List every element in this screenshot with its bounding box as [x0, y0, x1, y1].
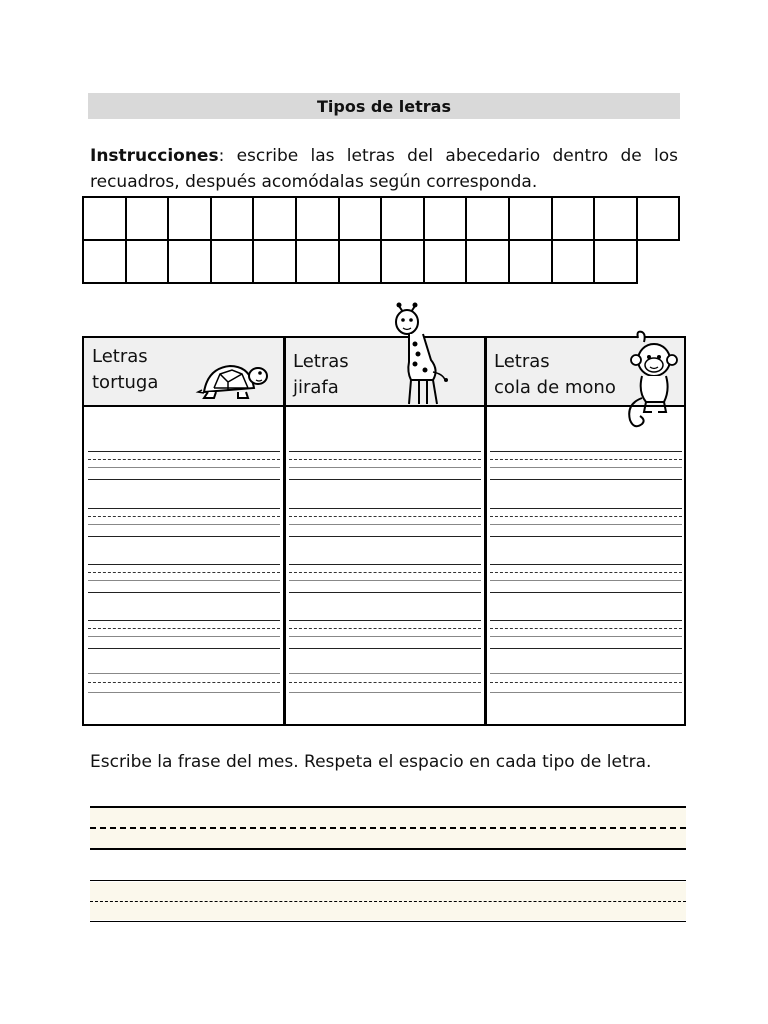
- letter-box[interactable]: [595, 198, 638, 241]
- writing-line: [88, 479, 280, 480]
- writing-line: [490, 592, 682, 593]
- letter-box[interactable]: [638, 198, 681, 241]
- writing-line: [90, 901, 686, 902]
- writing-line: [289, 524, 481, 525]
- letter-box[interactable]: [382, 198, 425, 241]
- title-text: Tipos de letras: [316, 96, 451, 116]
- writing-line: [490, 459, 682, 460]
- writing-line: [289, 592, 481, 593]
- writing-line: [289, 682, 481, 683]
- letter-box[interactable]: [297, 198, 340, 241]
- writing-line: [490, 682, 682, 683]
- letter-box[interactable]: [127, 241, 170, 284]
- writing-line: [289, 572, 481, 573]
- writing-line: [88, 620, 280, 621]
- page-title: [88, 93, 680, 119]
- writing-line: [289, 692, 481, 693]
- writing-line: [88, 508, 280, 509]
- writing-line: [88, 536, 280, 537]
- letter-box[interactable]: [553, 198, 596, 241]
- writing-line: [490, 673, 682, 674]
- instructions: [90, 143, 678, 195]
- writing-line: [88, 467, 280, 468]
- letter-box[interactable]: [510, 241, 553, 284]
- header-line1: Letras: [92, 346, 148, 367]
- alphabet-grid-row-2: [82, 239, 638, 284]
- writing-line: [88, 516, 280, 517]
- writing-line: [289, 673, 481, 674]
- writing-line: [289, 620, 481, 621]
- writing-line: [90, 921, 686, 922]
- letter-box[interactable]: [84, 198, 127, 241]
- writing-line: [88, 648, 280, 649]
- writing-line: [289, 479, 481, 480]
- writing-line: [88, 451, 280, 452]
- writing-line: [490, 572, 682, 573]
- letter-box[interactable]: [510, 198, 553, 241]
- column-divider: [283, 338, 286, 724]
- writing-line: [289, 516, 481, 517]
- writing-line: [88, 673, 280, 674]
- letter-box[interactable]: [467, 198, 510, 241]
- writing-line: [88, 524, 280, 525]
- writing-line: [88, 459, 280, 460]
- header-line2: jirafa: [293, 377, 339, 398]
- letter-box[interactable]: [467, 241, 510, 284]
- letter-box[interactable]: [254, 241, 297, 284]
- letter-types-table: [82, 336, 686, 726]
- letter-box[interactable]: [297, 241, 340, 284]
- writing-line: [490, 628, 682, 629]
- writing-line: [490, 536, 682, 537]
- writing-line: [88, 692, 280, 693]
- letter-box[interactable]: [254, 198, 297, 241]
- letter-box[interactable]: [382, 241, 425, 284]
- column-giraffe: [285, 338, 485, 724]
- writing-line: [490, 648, 682, 649]
- writing-line: [490, 636, 682, 637]
- letter-box[interactable]: [212, 241, 255, 284]
- writing-line: [289, 536, 481, 537]
- writing-line: [90, 827, 686, 829]
- giraffe-icon: [393, 300, 453, 410]
- writing-line: [88, 572, 280, 573]
- alphabet-grid-row-1: [82, 196, 680, 241]
- header-line1: Letras: [494, 351, 550, 372]
- writing-line: [90, 806, 686, 808]
- letter-box[interactable]: [84, 241, 127, 284]
- letter-box[interactable]: [340, 241, 383, 284]
- writing-line: [90, 880, 686, 881]
- writing-line: [88, 564, 280, 565]
- writing-line: [289, 628, 481, 629]
- header-line2: cola de mono: [494, 377, 616, 398]
- letter-box[interactable]: [340, 198, 383, 241]
- column-header-giraffe: [285, 338, 485, 407]
- writing-line: [289, 648, 481, 649]
- instructions-text: : escribe las letras del abecedario dentro de los recuadros, después acomódalas según corresponda.: [90, 146, 678, 192]
- letter-box[interactable]: [169, 241, 212, 284]
- writing-line: [490, 580, 682, 581]
- writing-line: [289, 459, 481, 460]
- writing-line: [490, 620, 682, 621]
- writing-line: [490, 508, 682, 509]
- letter-box[interactable]: [212, 198, 255, 241]
- letter-box[interactable]: [127, 198, 170, 241]
- letter-box[interactable]: [595, 241, 638, 284]
- writing-line: [88, 636, 280, 637]
- writing-line: [88, 628, 280, 629]
- writing-line: [490, 467, 682, 468]
- letter-box[interactable]: [169, 198, 212, 241]
- writing-line: [490, 564, 682, 565]
- writing-line: [289, 467, 481, 468]
- writing-line: [289, 508, 481, 509]
- letter-box[interactable]: [425, 241, 468, 284]
- writing-line: [88, 580, 280, 581]
- writing-line: [490, 692, 682, 693]
- phrase-instruction: Escribe la frase del mes. Respeta el espacio en cada tipo de letra.: [90, 752, 652, 772]
- writing-line: [490, 451, 682, 452]
- writing-line: [90, 848, 686, 850]
- letter-box[interactable]: [425, 198, 468, 241]
- writing-line: [289, 564, 481, 565]
- writing-line: [289, 451, 481, 452]
- turtle-icon: [198, 358, 268, 402]
- column-divider: [484, 338, 487, 724]
- writing-line: [88, 592, 280, 593]
- header-line2: tortuga: [92, 372, 159, 393]
- writing-line: [490, 524, 682, 525]
- writing-line: [289, 636, 481, 637]
- writing-line: [289, 580, 481, 581]
- header-line1: Letras: [293, 351, 349, 372]
- writing-line: [88, 682, 280, 683]
- letter-box[interactable]: [553, 241, 596, 284]
- monkey-icon: [622, 328, 688, 436]
- writing-line: [490, 516, 682, 517]
- writing-line: [490, 479, 682, 480]
- instructions-label: Instrucciones: [90, 146, 219, 166]
